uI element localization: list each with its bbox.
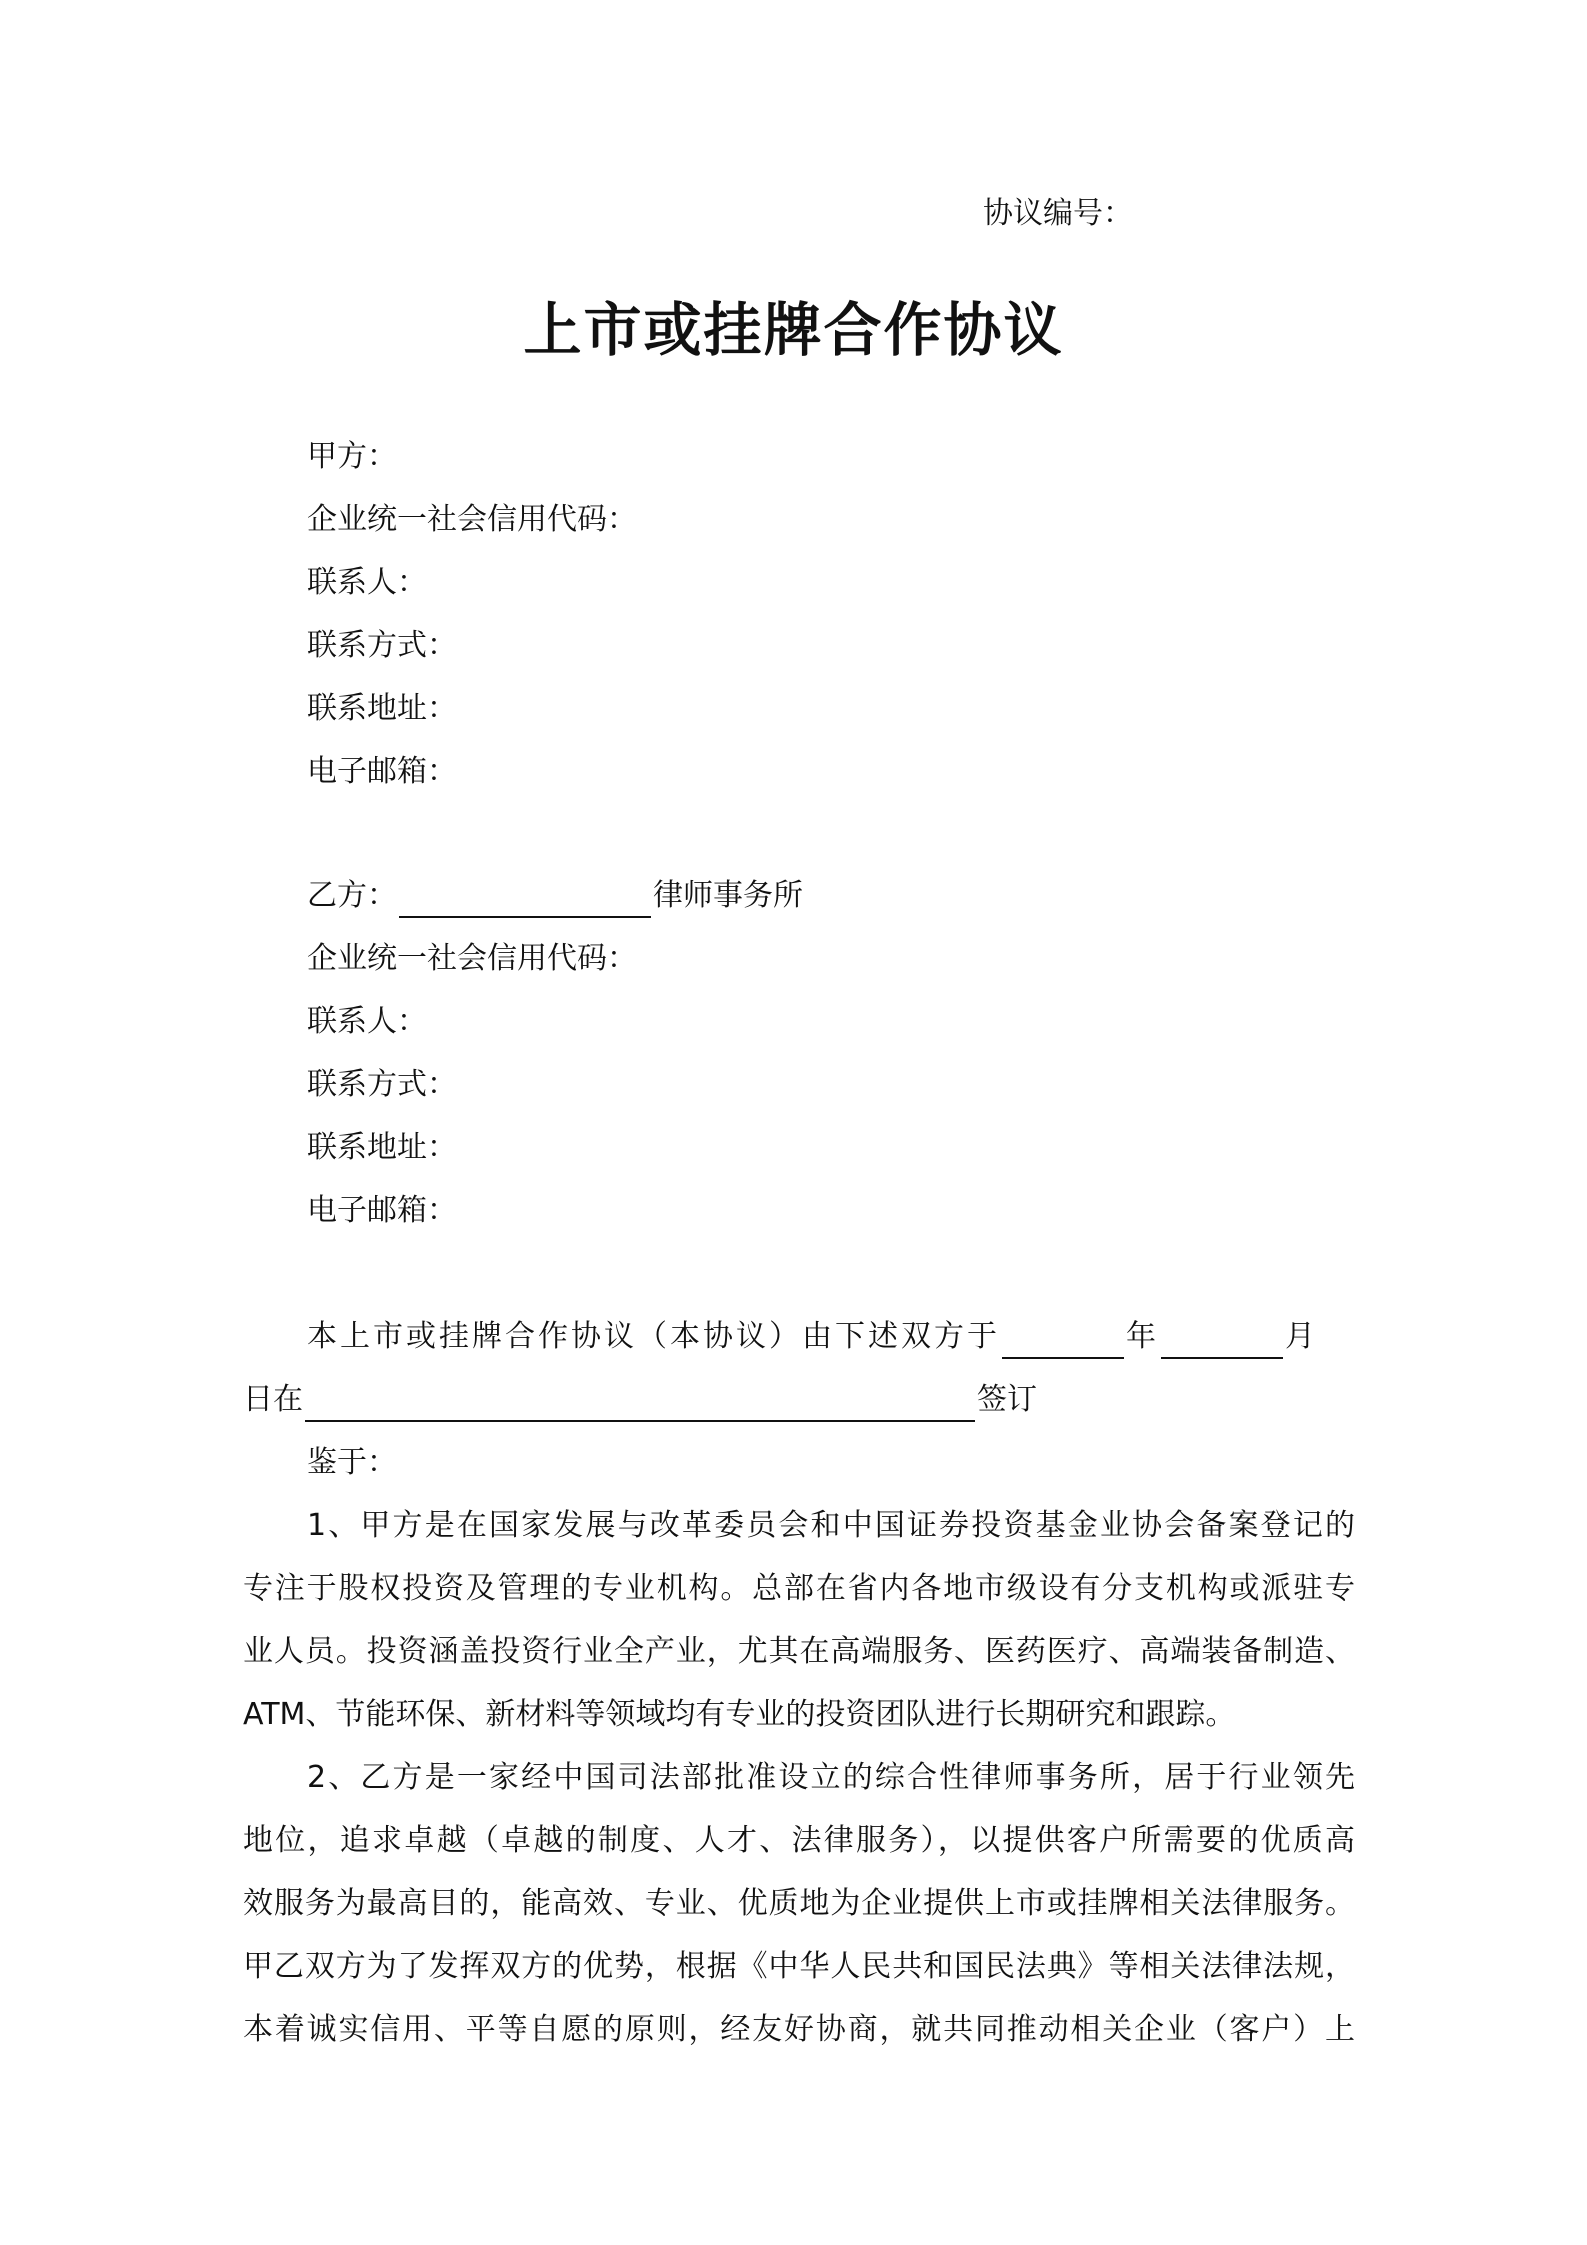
- month-label: 月: [1285, 1319, 1318, 1354]
- signed-label: 签订: [977, 1382, 1037, 1417]
- party-b-firm-name-blank[interactable]: [399, 882, 651, 918]
- party-b-firm-suffix: 律师事务所: [653, 878, 803, 913]
- paragraph-line: 效服务为最高目的，能高效、专业、优质地为企业提供上市或挂牌相关法律服务。: [243, 1886, 1355, 1921]
- party-b-address-label: 联系地址：: [307, 1130, 457, 1165]
- party-a-email-label: 电子邮箱：: [307, 754, 457, 789]
- paragraph-line: 1、甲方是在国家发展与改革委员会和中国证券投资基金业协会备案登记的: [307, 1508, 1355, 1543]
- party-a-label: 甲方：: [307, 439, 397, 474]
- day-location-label: 日在: [243, 1382, 303, 1417]
- party-b-line: [307, 874, 803, 918]
- paragraph-line: 2、乙方是一家经中国司法部批准设立的综合性律师事务所，居于行业领先: [307, 1760, 1355, 1795]
- signing-location-blank[interactable]: [305, 1386, 975, 1422]
- agreement-number-label: 协议编号：: [983, 196, 1133, 231]
- party-b-email-label: 电子邮箱：: [307, 1193, 457, 1228]
- party-a-address-label: 联系地址：: [307, 691, 457, 726]
- party-a-contact-person-label: 联系人：: [307, 565, 427, 600]
- paragraph-line: 甲乙双方为了发挥双方的优势，根据《中华人民共和国民法典》等相关法律法规，: [243, 1949, 1355, 1984]
- paragraph-line: ATM、节能环保、新材料等领域均有专业的投资团队进行长期研究和跟踪。: [243, 1697, 1236, 1732]
- paragraph-line: 地位，追求卓越（卓越的制度、人才、法律服务），以提供客户所需要的优质高: [243, 1823, 1355, 1858]
- year-label: 年: [1126, 1319, 1159, 1354]
- document-title: 上市或挂牌合作协议: [523, 296, 1064, 364]
- intro-line-1: [307, 1315, 1318, 1359]
- intro-text: 本上市或挂牌合作协议（本协议）由下述双方于: [307, 1319, 1000, 1354]
- party-b-label: 乙方：: [307, 878, 397, 913]
- party-b-contact-method-label: 联系方式：: [307, 1067, 457, 1102]
- party-b-credit-code-label: 企业统一社会信用代码：: [307, 941, 637, 976]
- paragraph-line: 本着诚实信用、平等自愿的原则，经友好协商，就共同推动相关企业（客户）上: [243, 2012, 1355, 2047]
- paragraph-line: 业人员。投资涵盖投资行业全产业，尤其在高端服务、医药医疗、高端装备制造、: [243, 1634, 1355, 1669]
- party-b-contact-person-label: 联系人：: [307, 1004, 427, 1039]
- year-blank[interactable]: [1002, 1323, 1124, 1359]
- month-blank[interactable]: [1161, 1323, 1283, 1359]
- paragraph-line: 专注于股权投资及管理的专业机构。总部在省内各地市级设有分支机构或派驻专: [243, 1571, 1355, 1606]
- party-a-contact-method-label: 联系方式：: [307, 628, 457, 663]
- whereas-label: 鉴于：: [307, 1445, 397, 1480]
- party-a-credit-code-label: 企业统一社会信用代码：: [307, 502, 637, 537]
- intro-line-2: [243, 1378, 1037, 1422]
